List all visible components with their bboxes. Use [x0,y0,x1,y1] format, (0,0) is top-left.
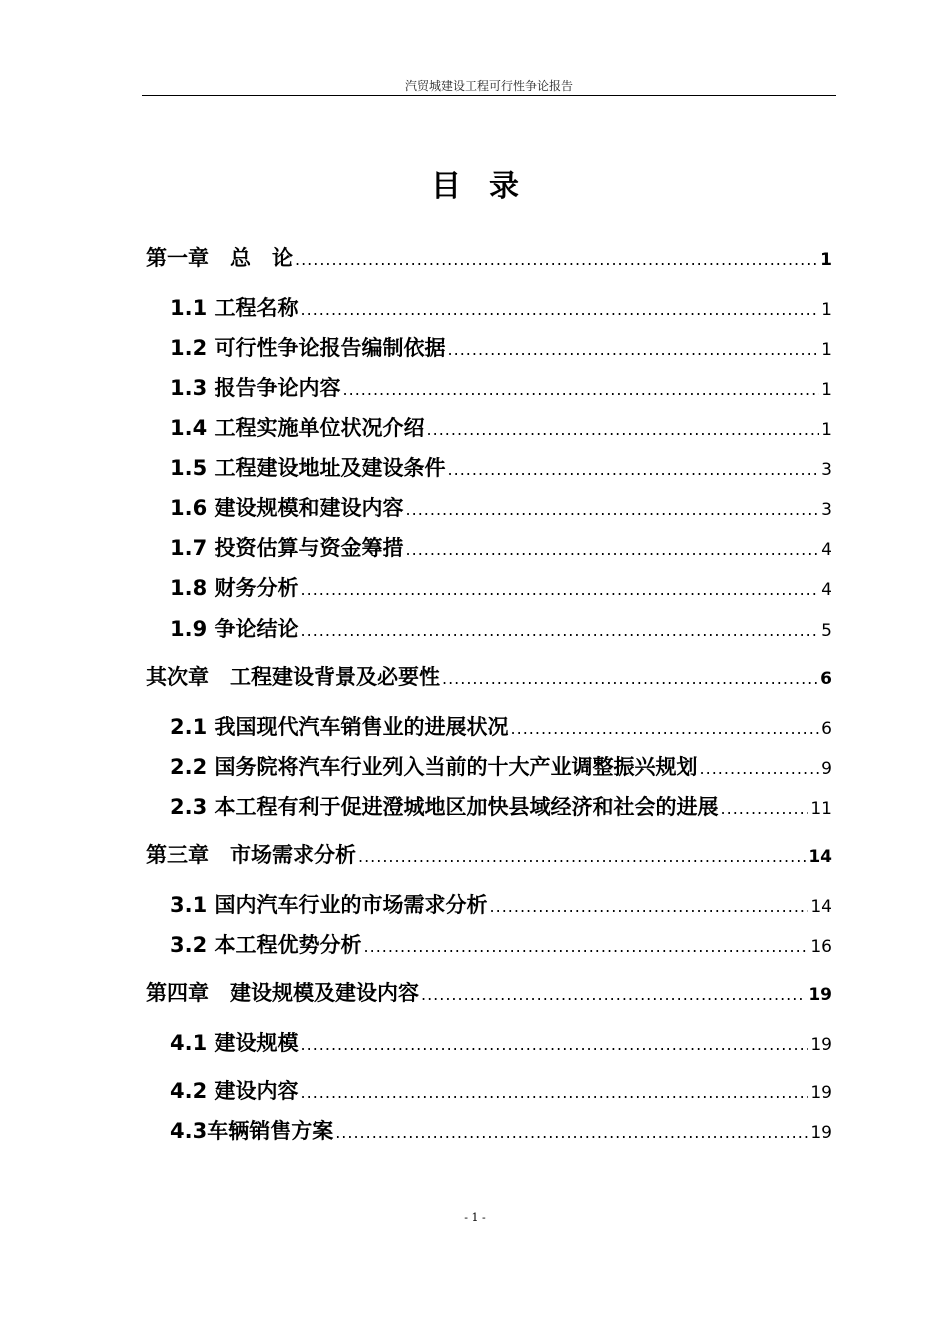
toc-section-2-1[interactable] [170,712,832,742]
toc-leader [301,1078,809,1108]
toc-page-number: 3 [821,460,832,480]
toc-label: 1.9 争论结论 [170,617,299,641]
toc-leader [721,794,809,824]
page-number-footer: - 1 - [464,1211,486,1224]
toc-page-number: 1 [821,420,832,440]
toc-label: 1.7 投资估算与资金筹措 [170,536,404,560]
toc-page-number: 1 [821,300,832,320]
toc-leader [427,415,820,445]
toc-section-4-3[interactable] [170,1116,832,1146]
toc-label: 3.2 本工程优势分析 [170,933,362,957]
toc-page-number: 3 [821,500,832,520]
toc-label: 4.1 建设规模 [170,1031,299,1055]
toc-page-number: 19 [810,1123,832,1143]
toc-page-number: 19 [810,1083,832,1103]
toc-section-1-7[interactable] [170,533,832,563]
toc-label: 第一章 总 论 [146,246,293,270]
toc-section-1-9[interactable] [170,614,832,644]
toc-label: 1.3 报告争论内容 [170,376,341,400]
toc-leader [511,714,820,744]
toc-label: 第四章 建设规模及建设内容 [146,981,419,1005]
toc-page-number: 9 [821,759,832,779]
toc-page-number: 1 [821,340,832,360]
running-header: 汽贸城建设工程可行性争论报告 [142,78,836,96]
toc-leader [301,575,820,605]
toc-section-3-1[interactable] [170,890,832,920]
toc-section-1-6[interactable] [170,493,832,523]
toc-label: 4.3车辆销售方案 [170,1119,334,1143]
toc-label: 1.5 工程建设地址及建设条件 [170,456,446,480]
toc-page-number: 1 [820,250,832,270]
toc-leader [406,495,820,525]
toc-section-1-2[interactable] [170,333,832,363]
toc-page-number: 6 [820,669,832,689]
toc-label: 1.6 建设规模和建设内容 [170,496,404,520]
toc-section-2-2[interactable] [170,752,832,782]
toc-leader [335,1118,808,1148]
toc-section-4-2[interactable] [170,1076,832,1106]
toc-leader [406,535,820,565]
toc-page-number: 1 [821,380,832,400]
toc-leader [301,616,820,646]
toc-section-1-3[interactable] [170,373,832,403]
toc-leader [490,892,809,922]
toc-label: 2.3 本工程有利于促进澄城地区加快县域经济和社会的进展 [170,795,719,819]
toc-page-number: 11 [810,799,832,819]
toc-page-number: 14 [810,897,832,917]
toc-label: 2.2 国务院将汽车行业列入当前的十大产业调整振兴规划 [170,755,698,779]
toc-leader [448,455,820,485]
toc-page-number: 19 [808,985,832,1005]
toc-page-number: 6 [821,719,832,739]
toc-leader [421,980,806,1010]
toc-page-number: 19 [810,1035,832,1055]
toc-section-1-1[interactable] [170,293,832,323]
toc-section-1-4[interactable] [170,413,832,443]
toc-chapter-3[interactable] [146,840,832,870]
toc-leader [343,375,820,405]
toc-page-number: 4 [821,580,832,600]
toc-label: 第三章 市场需求分析 [146,843,356,867]
toc-chapter-1[interactable] [146,243,832,273]
toc-section-3-2[interactable] [170,930,832,960]
toc-chapter-2[interactable] [146,662,832,692]
toc-section-4-1[interactable] [170,1028,832,1058]
toc-leader [358,842,806,872]
toc-leader [295,245,818,275]
toc-leader [442,664,818,694]
toc-label: 1.2 可行性争论报告编制依据 [170,336,446,360]
toc-page-number: 14 [808,847,832,867]
toc-leader [700,754,820,784]
toc-section-1-5[interactable] [170,453,832,483]
toc-leader [364,932,809,962]
toc-page-number: 4 [821,540,832,560]
toc-label: 2.1 我国现代汽车销售业的进展状况 [170,715,509,739]
toc-page-number: 5 [821,621,832,641]
toc-section-2-3[interactable] [170,792,832,822]
toc-chapter-4[interactable] [146,978,832,1008]
toc-label: 1.4 工程实施单位状况介绍 [170,416,425,440]
toc-leader [301,295,820,325]
toc-label: 3.1 国内汽车行业的市场需求分析 [170,893,488,917]
toc-label: 1.8 财务分析 [170,576,299,600]
toc-leader [301,1030,809,1060]
toc-label: 4.2 建设内容 [170,1079,299,1103]
toc-title: 目录 [431,169,547,204]
toc-leader [448,335,820,365]
toc-label: 其次章 工程建设背景及必要性 [146,665,440,689]
toc-section-1-8[interactable] [170,573,832,603]
toc-page-number: 16 [810,937,832,957]
toc-label: 1.1 工程名称 [170,296,299,320]
